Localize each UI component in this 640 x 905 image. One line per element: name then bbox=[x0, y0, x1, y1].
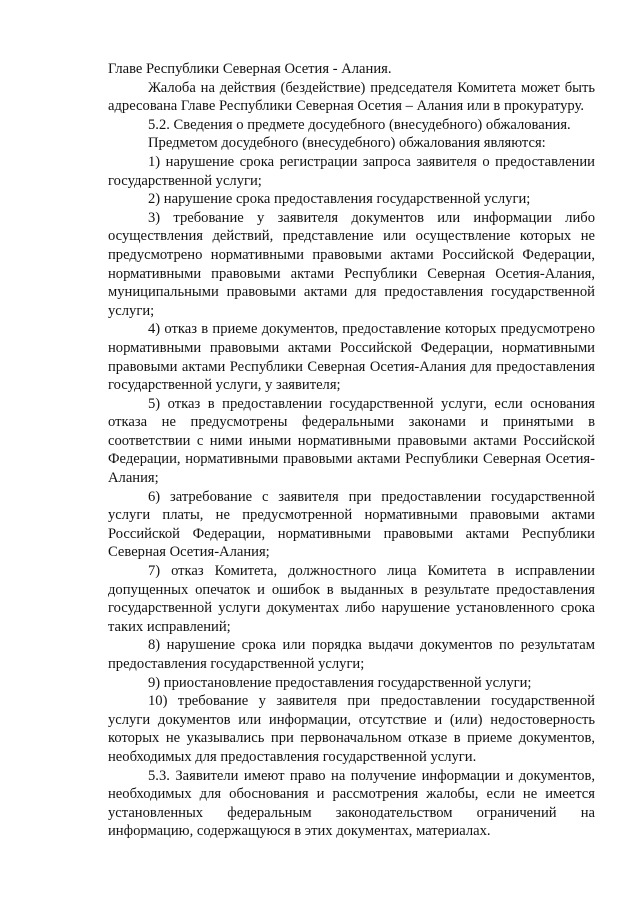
paragraph-1: Главе Республики Северная Осетия - Алания. bbox=[108, 61, 392, 77]
paragraph-2: Жалоба на действия (бездействие) председателя Комитета может быть адресована Главе Республики Северная Осетия – Алания или в прокуратуру. bbox=[108, 79, 595, 115]
paragraph-8: 4) отказ в приеме документов, предоставление которых предусмотрено нормативными правовыми актами Российской Федерации, нормативными правовыми актами Республики Северная Осетия-Алания для предоставления государственной услуги, у заявителя; bbox=[108, 321, 595, 394]
paragraph-4: Предметом досудебного (внесудебного) обжалования являются: bbox=[148, 135, 546, 152]
paragraph-15: 5.3. Заявители имеют право на получение информации и документов, необходимых для обоснования и рассмотрения жалобы, если не имеется установленных федеральным законодательством ограничений на информацию, содержащуюся в этих документах, материалах. bbox=[108, 767, 595, 840]
paragraph-10: 6) затребование с заявителя при предоставлении государственной услуги платы, не предусмотренной нормативными правовыми актами Российской Федерации, нормативными правовыми актами Республики Северная Осетия-Алания; bbox=[108, 488, 595, 561]
paragraph-11: 7) отказ Комитета, должностного лица Комитета в исправлении допущенных опечаток и ошибок в выданных в результате предоставления государственной услуги документах либо нарушение установленного срока таких исправлений; bbox=[108, 563, 595, 635]
paragraph-12: 8) нарушение срока или порядка выдачи документов по результатам предоставления государственной услуги; bbox=[108, 637, 595, 672]
paragraph-3: 5.2. Сведения о предмете досудебного (внесудебного) обжалования. bbox=[148, 116, 571, 133]
paragraph-13: 9) приостановление предоставления государственной услуги; bbox=[148, 674, 532, 691]
document-page bbox=[108, 60, 595, 841]
paragraph-6: 2) нарушение срока предоставления государственной услуги; bbox=[148, 191, 531, 208]
paragraph-14: 10) требование у заявителя при предоставлении государственной услуги документов или информации, отсутствие и (или) недостоверность которых не указывались при первоначальном отказе в приеме документов, необходимых для предоставления государственной услуги. bbox=[108, 693, 595, 765]
paragraph-7: 3) требование у заявителя документов или информации либо осуществления действий, представление или осуществление которых не предусмотрено нормативными правовыми актами Российской Федерации, нормативными правовыми актами Республики Северная Осетия-Алания, муниципальными правовыми актами для предоставления государственной услуги; bbox=[108, 209, 595, 319]
paragraph-9: 5) отказ в предоставлении государственной услуги, если основания отказа не предусмотрены федеральными законами и принятыми в соответствии с ними иными нормативными правовыми актами Российской Федерации, нормативными правовыми актами Республики Северная Осетия-Алания; bbox=[108, 395, 595, 487]
paragraph-5: 1) нарушение срока регистрации запроса заявителя о предоставлении государственной услуги; bbox=[108, 153, 595, 189]
